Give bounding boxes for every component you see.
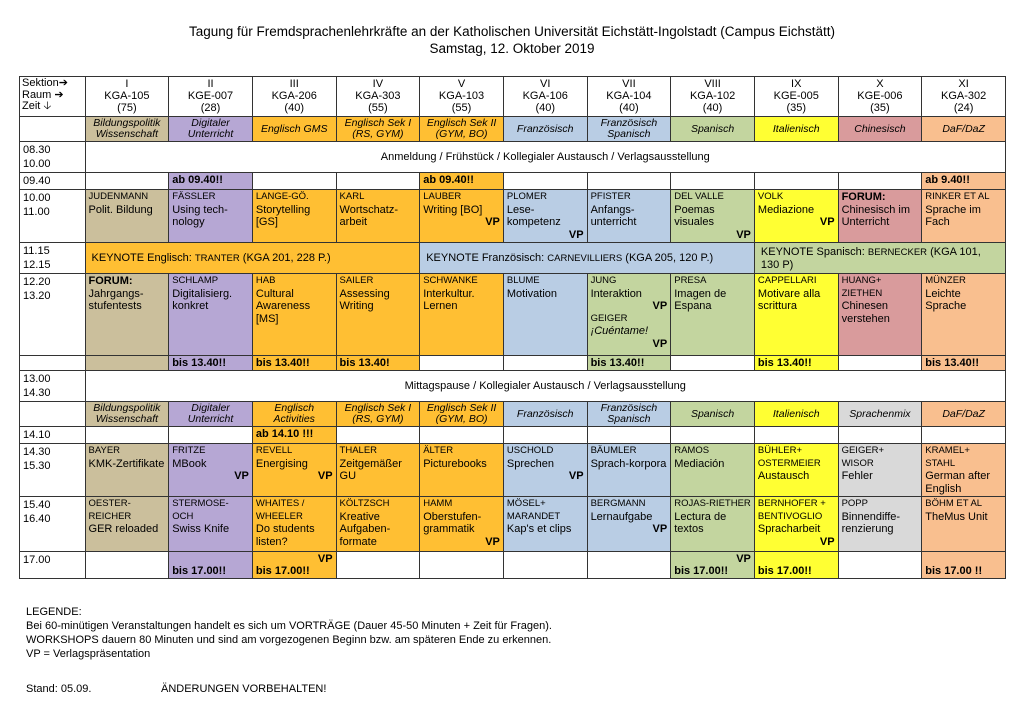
section-VII: VII KGA-104 (40): [587, 77, 671, 117]
session-cell: OESTER-REICHER GER reloaded: [85, 497, 169, 552]
empty-cell: [587, 427, 671, 444]
end-time-badge: VP bis 17.00!!: [671, 552, 755, 579]
session-cell: PFISTER Anfangs-unterricht: [587, 190, 671, 243]
session-cell: BLUME Motivation: [503, 274, 587, 356]
session-cell: VOLK Mediazione VP: [754, 190, 838, 243]
section-IX: IX KGE-005 (35): [754, 77, 838, 117]
section-VIII: VIII KGA-102 (40): [671, 77, 755, 117]
stand-date: Stand: 05.09.: [26, 683, 92, 695]
header-labels: Sektion➔ Raum ➔ Zeit 🡣: [20, 77, 86, 117]
category-cell: Digitaler Unterricht: [169, 402, 253, 427]
time-cell: 11.15 12.15: [20, 243, 86, 274]
section-I: I KGA-105 (75): [85, 77, 169, 117]
empty-cell: [922, 427, 1006, 444]
row-1410: [20, 427, 1006, 444]
session-cell: KARL Wortschatz-arbeit: [336, 190, 420, 243]
changes-notice: ÄNDERUNGEN VORBEHALTEN!: [161, 683, 327, 695]
end-time-badge: bis 17.00 !!: [922, 552, 1006, 579]
empty-cell: [252, 173, 336, 190]
section-header-row: [20, 77, 1006, 117]
category-cell: Italienisch: [754, 117, 838, 142]
empty-cell: [587, 552, 671, 579]
time-cell: 17.00: [20, 552, 86, 579]
stand-line: [26, 683, 327, 695]
session-cell: USCHOLD Sprechen VP: [503, 444, 587, 497]
category-cell: Chinesisch: [838, 117, 922, 142]
session-cell: THALER Zeitgemäßer GU: [336, 444, 420, 497]
empty-cell: [85, 427, 169, 444]
session-cell: BÖHM ET AL TheMus Unit: [922, 497, 1006, 552]
session-cell: BAYER KMK-Zertifikate: [85, 444, 169, 497]
legend-line: Bei 60-minütigen Veranstaltungen handelt es sich um VORTRÄGE (Dauer 45-50 Minuten + Zeit für Fragen).: [26, 620, 552, 632]
empty-cell: [85, 356, 169, 371]
session-cell: PLOMER Lese-kompetenz VP: [503, 190, 587, 243]
page-subtitle: Samstag, 12. Oktober 2019: [429, 41, 595, 56]
session-cell: CAPPELLARI Motivare alla scrittura: [754, 274, 838, 356]
legend-line: WORKSHOPS dauern 80 Minuten und sind am vorgezogenen Beginn bzw. am späteren Ende zu erkennen.: [26, 634, 552, 646]
category-cell: Englisch Sek I (RS, GYM): [336, 402, 420, 427]
empty-cell: [838, 552, 922, 579]
category-cell: DaF/DaZ: [922, 402, 1006, 427]
category-cell: Sprachenmix: [838, 402, 922, 427]
row-block2-end: [20, 356, 1006, 371]
session-cell: JUDENMANN Polit. Bildung: [85, 190, 169, 243]
empty-cell: [420, 356, 504, 371]
row-0940: [20, 173, 1006, 190]
category-cell: Französisch: [503, 117, 587, 142]
category-cell: Englisch Activities: [252, 402, 336, 427]
session-cell: WHAITES / WHEELER Do students listen?: [252, 497, 336, 552]
category-row-morning: [20, 117, 1006, 142]
end-time-badge: bis 13.40!!: [754, 356, 838, 371]
session-cell: LANGE-GÖ. Storytelling [GS]: [252, 190, 336, 243]
session-cell: JUNG Interaktion VP GEIGER ¡Cuéntame! VP: [587, 274, 671, 356]
session-cell: BÄUMLER Sprach-korpora: [587, 444, 671, 497]
section-X: X KGE-006 (35): [838, 77, 922, 117]
empty-cell: [838, 427, 922, 444]
end-time-badge: bis 13.40!!: [587, 356, 671, 371]
session-cell: DEL VALLE Poemas visuales VP: [671, 190, 755, 243]
session-cell: MÜNZER Leichte Sprache: [922, 274, 1006, 356]
empty-cell: [503, 356, 587, 371]
category-cell: Englisch Sek I (RS, GYM): [336, 117, 420, 142]
category-row-afternoon: [20, 402, 1006, 427]
empty-cell: [20, 402, 86, 427]
end-time-badge: bis 13.40!!: [922, 356, 1006, 371]
category-cell: Französisch Spanisch: [587, 117, 671, 142]
session-cell: STERMOSE-OCH Swiss Knife: [169, 497, 253, 552]
session-cell: BÜHLER+ OSTERMEIER Austausch: [754, 444, 838, 497]
empty-cell: [671, 427, 755, 444]
category-cell: Digitaler Unterricht: [169, 117, 253, 142]
empty-cell: [754, 173, 838, 190]
empty-cell: [336, 552, 420, 579]
session-cell: FORUM: Jahrgangs-stufentests: [85, 274, 169, 356]
empty-cell: [169, 427, 253, 444]
session-cell: KÖLTZSCH Kreative Aufgaben-formate: [336, 497, 420, 552]
section-XI: XI KGA-302 (24): [922, 77, 1006, 117]
time-cell: 09.40: [20, 173, 86, 190]
section-III: III KGA-206 (40): [252, 77, 336, 117]
empty-cell: [85, 173, 169, 190]
time-cell: 14.10: [20, 427, 86, 444]
session-cell: HAB Cultural Awareness [MS]: [252, 274, 336, 356]
empty-cell: [85, 552, 169, 579]
session-cell: POPP Binnendiffe-renzierung: [838, 497, 922, 552]
end-time-badge: bis 13.40!!: [252, 356, 336, 371]
session-cell: BERNHOFER + BENTIVOGLIO Spracharbeit VP: [754, 497, 838, 552]
empty-cell: [20, 356, 86, 371]
early-start-badge: ab 09.40!!: [169, 173, 253, 190]
session-cell: LAUBER Writing [BO] VP: [420, 190, 504, 243]
keynote-spanisch: KEYNOTE Spanisch: BERNECKER (KGA 101, 130 P): [754, 243, 1005, 274]
empty-cell: [420, 552, 504, 579]
session-cell: PRESA Imagen de Espana: [671, 274, 755, 356]
category-cell: Französisch: [503, 402, 587, 427]
row-1700: [20, 552, 1006, 579]
row-block4: [20, 497, 1006, 552]
section-V: V KGA-103 (55): [420, 77, 504, 117]
anmeldung-cell: Anmeldung / Frühstück / Kollegialer Austausch / Verlagsausstellung: [85, 142, 1005, 173]
row-block1: [20, 190, 1006, 243]
session-cell: FORUM: Chinesisch im Unterricht: [838, 190, 922, 243]
end-time-badge: bis 17.00!!: [169, 552, 253, 579]
time-cell: 15.40 16.40: [20, 497, 86, 552]
category-cell: DaF/DaZ: [922, 117, 1006, 142]
empty-cell: [503, 173, 587, 190]
session-cell: ROJAS-RIETHER Lectura de textos: [671, 497, 755, 552]
row-keynotes: [20, 243, 1006, 274]
time-cell: 08.30 10.00: [20, 142, 86, 173]
category-cell: Spanisch: [671, 117, 755, 142]
empty-cell: [838, 356, 922, 371]
category-cell: Bildungspolitik Wissenschaft: [85, 117, 169, 142]
category-cell: Französisch Spanisch: [587, 402, 671, 427]
keynote-franzoesisch: KEYNOTE Französisch: CARNEVILLIERS (KGA 205, 120 P.): [420, 243, 755, 274]
category-cell: Englisch Sek II (GYM, BO): [420, 402, 504, 427]
row-block2: [20, 274, 1006, 356]
session-cell: SAILER Assessing Writing: [336, 274, 420, 356]
category-cell: Italienisch: [754, 402, 838, 427]
category-cell: Bildungspolitik Wissenschaft: [85, 402, 169, 427]
session-cell: HAMM Oberstufen-grammatik VP: [420, 497, 504, 552]
empty-cell: [336, 427, 420, 444]
session-cell: SCHWANKE Interkultur. Lernen: [420, 274, 504, 356]
legend-title: LEGENDE:: [26, 606, 82, 618]
empty-cell: [838, 173, 922, 190]
row-block3: [20, 444, 1006, 497]
end-time-badge: bis 13.40!: [336, 356, 420, 371]
category-cell: Englisch Sek II (GYM, BO): [420, 117, 504, 142]
empty-cell: [20, 117, 86, 142]
empty-cell: [336, 173, 420, 190]
time-cell: 10.00 11.00: [20, 190, 86, 243]
end-time-badge: bis 17.00!!: [754, 552, 838, 579]
mittag-cell: Mittagspause / Kollegialer Austausch / Verlagsausstellung: [85, 371, 1005, 402]
session-cell: RINKER ET AL Sprache im Fach: [922, 190, 1006, 243]
page-title: Tagung für Fremdsprachenlehrkräfte an der Katholischen Universität Eichstätt-Ingolstadt (Campus Eichstätt): [188, 24, 836, 39]
row-mittag: [20, 371, 1006, 402]
early-start-badge: ab 9.40!!: [922, 173, 1006, 190]
legend-line: VP = Verlagspräsentation: [26, 648, 151, 660]
time-cell: 14.30 15.30: [20, 444, 86, 497]
session-cell: REVELL Energising VP: [252, 444, 336, 497]
empty-cell: [503, 427, 587, 444]
session-cell: MÖSEL+ MARANDET Kap's et clips: [503, 497, 587, 552]
end-time-badge: bis 13.40!!: [169, 356, 253, 371]
session-cell: FRITZE MBook VP: [169, 444, 253, 497]
row-anmeldung: [20, 142, 1006, 173]
empty-cell: [671, 356, 755, 371]
end-time-badge: VP bis 17.00!!: [252, 552, 336, 579]
empty-cell: [503, 552, 587, 579]
empty-cell: [420, 427, 504, 444]
section-IV: IV KGA-303 (55): [336, 77, 420, 117]
category-cell: Englisch GMS: [252, 117, 336, 142]
time-cell: 13.00 14.30: [20, 371, 86, 402]
session-cell: BERGMANN Lernaufgabe VP: [587, 497, 671, 552]
empty-cell: [754, 427, 838, 444]
session-cell: KRAMEL+ STAHL German after English: [922, 444, 1006, 497]
section-II: II KGE-007 (28): [169, 77, 253, 117]
session-cell: HUANG+ ZIETHEN Chinesen verstehen: [838, 274, 922, 356]
session-cell: RAMOS Mediación: [671, 444, 755, 497]
session-cell: ÄLTER Picturebooks: [420, 444, 504, 497]
empty-cell: [587, 173, 671, 190]
session-cell: GEIGER+ WISOR Fehler: [838, 444, 922, 497]
keynote-englisch: KEYNOTE Englisch: TRANTER (KGA 201, 228 P.): [85, 243, 420, 274]
session-cell: FÄSSLER Using tech-nology: [169, 190, 253, 243]
category-cell: Spanisch: [671, 402, 755, 427]
early-start-badge: ab 09.40!!: [420, 173, 504, 190]
early-start-badge: ab 14.10 !!!: [252, 427, 336, 444]
session-cell: SCHLAMP Digitalisierg. konkret: [169, 274, 253, 356]
schedule-table: [19, 76, 1006, 579]
empty-cell: [671, 173, 755, 190]
time-cell: 12.20 13.20: [20, 274, 86, 356]
section-VI: VI KGA-106 (40): [503, 77, 587, 117]
